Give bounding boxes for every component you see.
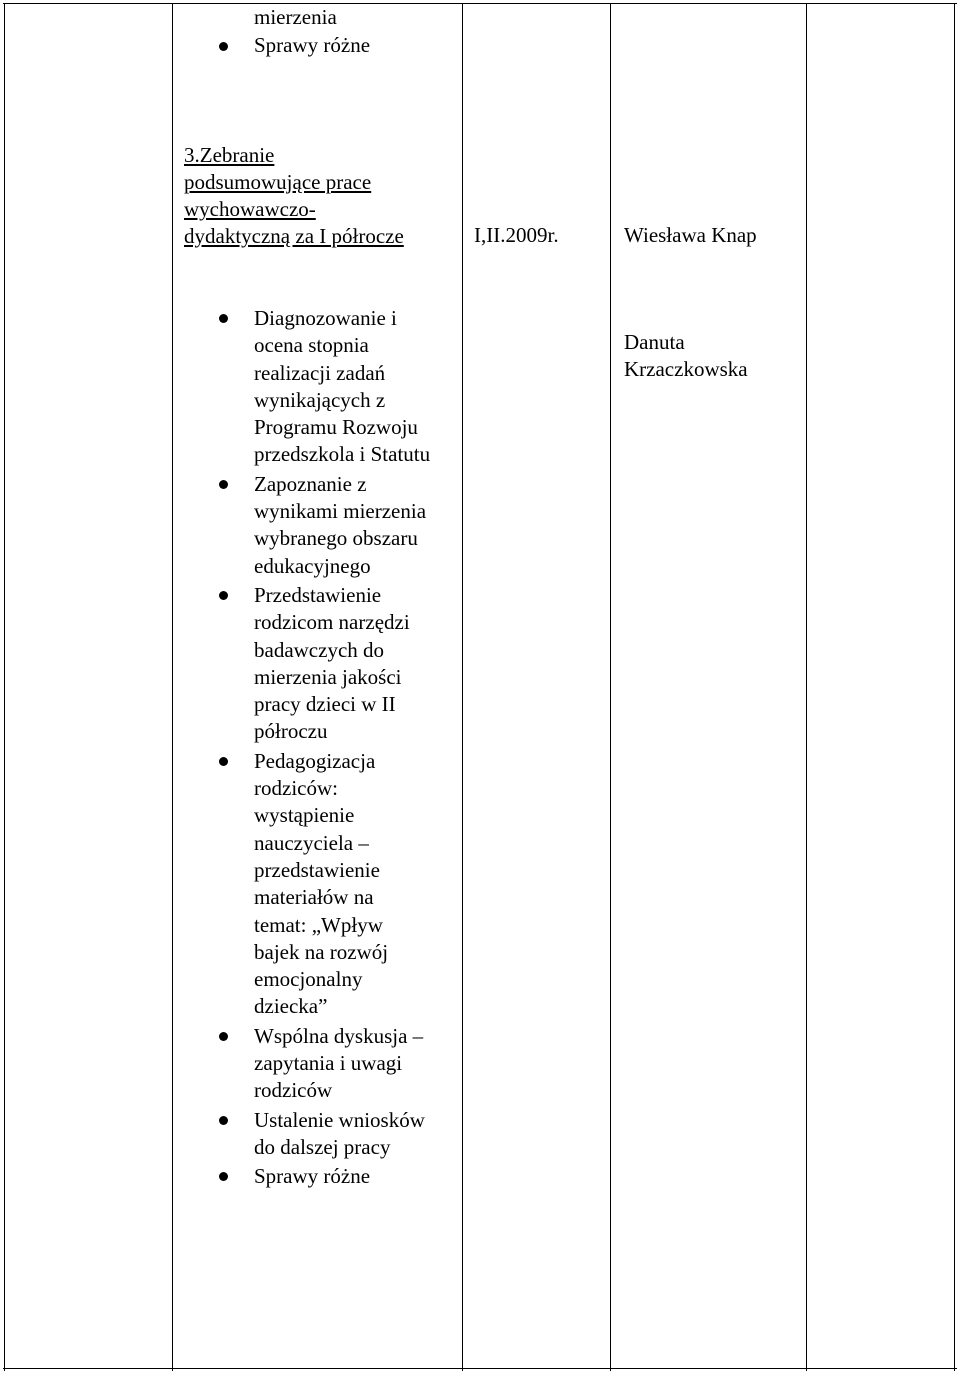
agenda-item-line: nauczyciela –: [254, 830, 369, 855]
agenda-item: [254, 582, 430, 746]
person-name-line: Danuta: [624, 330, 685, 354]
agenda-item-line: Diagnozowanie i: [254, 306, 397, 330]
agenda-item-line: edukacyjnego: [254, 553, 371, 578]
bullet-icon: [219, 480, 228, 489]
agenda-item: [254, 305, 430, 469]
agenda-item-line: dziecka”: [254, 994, 328, 1019]
agenda-responsible-person: [624, 329, 748, 383]
agenda-item-line: rodziców: [254, 1078, 333, 1103]
agenda-item-line: wybranego obszaru: [254, 526, 418, 551]
agenda-item: [254, 1023, 430, 1105]
table-border-left: [4, 3, 5, 1371]
agenda-item: [254, 471, 430, 580]
agenda-item-line: półroczu: [254, 719, 328, 744]
bullet-icon: [219, 1116, 228, 1125]
meeting-title-line: dydaktyczną za I półrocze: [184, 224, 404, 248]
list-item-text: Sprawy różne: [254, 33, 371, 57]
meeting-title-line: wychowawczo-: [184, 197, 316, 221]
meeting-title-line: podsumowujące prace: [184, 170, 372, 194]
table-border-bottom: [3, 1368, 957, 1369]
agenda-item-line: realizacji zadań: [254, 360, 386, 385]
agenda-item: [254, 1163, 430, 1190]
bullet-icon: [219, 757, 228, 766]
table-border-right: [954, 3, 955, 1371]
meeting-responsible-person: Wiesława Knap: [624, 223, 757, 247]
bullet-icon: [219, 591, 228, 600]
meeting-title: [184, 142, 404, 250]
meeting-title-line: 3.Zebranie: [184, 143, 275, 167]
agenda-item-line: do dalszej pracy: [254, 1134, 391, 1159]
agenda-item-line: Zapoznanie z: [254, 471, 367, 496]
agenda-item-line: Sprawy różne: [254, 1164, 371, 1189]
meeting-date: I,II.2009r.: [474, 223, 559, 247]
agenda-item-line: Pedagogizacja: [254, 748, 376, 773]
agenda-item-line: Wspólna dyskusja –: [254, 1023, 424, 1048]
agenda-item: [254, 748, 430, 1021]
agenda-item-line: emocjonalny: [254, 967, 363, 992]
table-column-divider-3: [610, 3, 611, 1371]
agenda-item-line: bajek na rozwój: [254, 939, 389, 964]
top-bullet-list: [254, 33, 370, 58]
bullet-icon: [219, 314, 228, 323]
table-column-divider-4: [806, 3, 807, 1371]
agenda-item-line: ocena stopnia: [254, 333, 369, 358]
agenda-item-line: zapytania i uwagi: [254, 1051, 403, 1076]
bullet-icon: [219, 42, 228, 51]
agenda-bullet-list: [254, 305, 430, 1193]
list-continuation-text: mierzenia: [254, 5, 337, 29]
agenda-item-line: przedstawienie: [254, 857, 380, 882]
agenda-item-line: temat: „Wpływ: [254, 912, 383, 937]
agenda-item-line: Przedstawienie: [254, 582, 382, 607]
agenda-item-line: wystąpienie: [254, 803, 355, 828]
agenda-item-line: mierzenia jakości: [254, 664, 402, 689]
table-border-top: [3, 3, 957, 4]
agenda-item-line: Ustalenie wniosków: [254, 1107, 425, 1132]
agenda-item-line: rodziców:: [254, 776, 338, 801]
bullet-icon: [219, 1032, 228, 1041]
agenda-item-line: badawczych do: [254, 637, 385, 662]
agenda-item-line: materiałów na: [254, 885, 374, 910]
table-column-divider-2: [462, 3, 463, 1371]
agenda-item-line: wynikami mierzenia: [254, 499, 427, 524]
table-column-divider-1: [172, 3, 173, 1371]
agenda-item-line: Programu Rozwoju: [254, 415, 418, 440]
bullet-icon: [219, 1172, 228, 1181]
list-item: [254, 33, 370, 58]
agenda-item-line: pracy dzieci w II: [254, 692, 396, 717]
agenda-item-line: rodzicom narzędzi: [254, 610, 410, 635]
agenda-item: [254, 1107, 430, 1162]
agenda-item-line: wynikających z: [254, 387, 386, 412]
person-name-line: Krzaczkowska: [624, 357, 748, 381]
agenda-item-line: przedszkola i Statutu: [254, 442, 431, 467]
